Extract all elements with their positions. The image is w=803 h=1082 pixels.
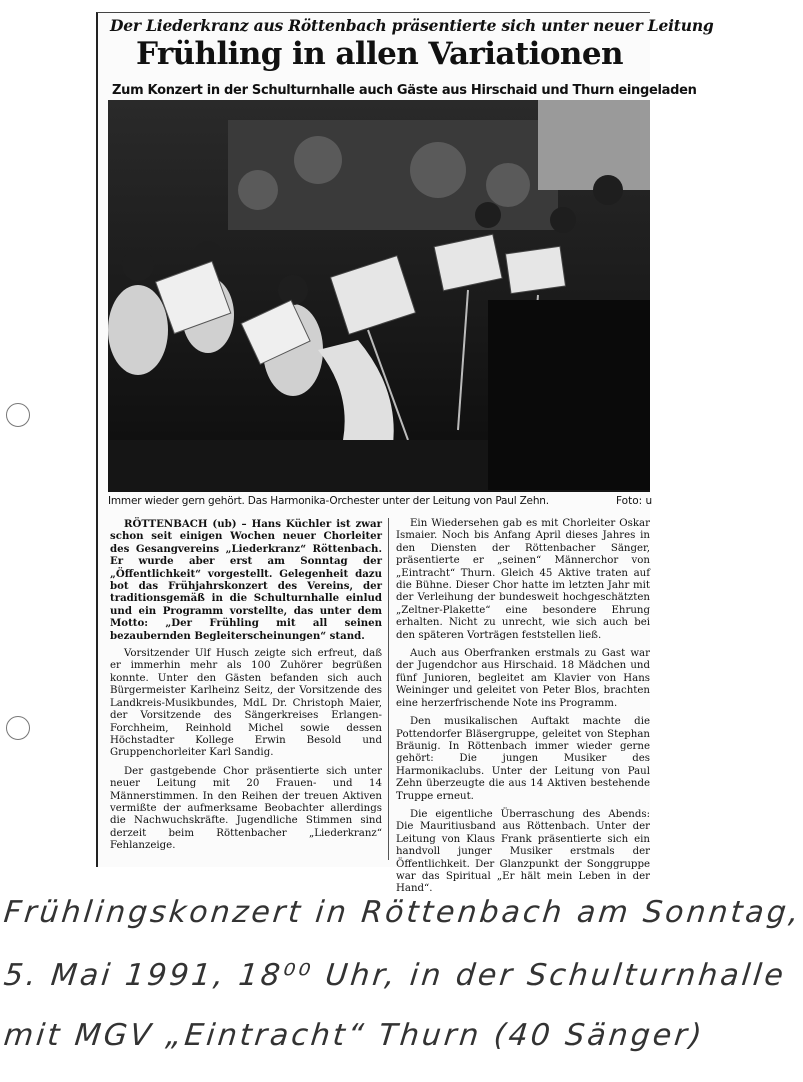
handwritten-note-line: Frühlingskonzert in Röttenbach am Sonntag, bbox=[2, 895, 803, 930]
dateline: RÖTTENBACH (ub) – bbox=[124, 518, 247, 530]
binder-hole-top bbox=[6, 403, 30, 427]
article-headline: Frühling in allen Variationen bbox=[136, 36, 623, 72]
photo-caption: Immer wieder gern gehört. Das Harmonika-Orchester unter der Leitung von Paul Zehn. bbox=[108, 495, 549, 507]
column-divider bbox=[388, 518, 389, 860]
handwritten-note-line: mit MGV „Eintracht“ Thurn (40 Sänger) bbox=[2, 1018, 707, 1053]
article-paragraph: RÖTTENBACH (ub) – Hans Küchler ist zwar schon seit einigen Wochen neuer Chorleiter des Gesangvereins „Liederkranz“ Röttenbach. Er wurde aber erst am Sonntag der „Öffentlichkeit“ vorgestellt. Gelegenheit dazu bot das Frühjahrskonzert des Vereins, der traditionsgemäß in die Schulturnhalle einlud und ein Programm vorstellte, das unter dem Motto: „Der Frühling mit all seinen bezaubernden Begleiterscheinungen“ stand. bbox=[110, 518, 382, 642]
article-column-2 bbox=[396, 518, 650, 902]
article-paragraph: Der gastgebende Chor präsentierte sich unter neuer Leitung mit 20 Frauen- und 14 Männerstimmen. In den Reihen der treuen Aktiven vermißte der aufmerksame Beobachter allerdings die Nachwuchskräfte. Jugendliche Stimmen sind derzeit beim Röttenbacher „Liederkranz“ Fehlanzeige. bbox=[110, 765, 382, 852]
handwritten-note-line: 5. Mai 1991, 18⁰⁰ Uhr, in der Schulturnhalle bbox=[2, 958, 788, 993]
article-column-1 bbox=[110, 518, 382, 859]
concert-photo bbox=[108, 100, 650, 492]
article-subheadline: Zum Konzert in der Schulturnhalle auch Gäste aus Hirschaid und Thurn eingeladen bbox=[112, 83, 697, 98]
binder-hole-bottom bbox=[6, 716, 30, 740]
article-paragraph: Auch aus Oberfranken erstmals zu Gast war der Jugendchor aus Hirschaid. 18 Mädchen und fünf Junioren, begleitet am Klavier von Hans Weininger und geleitet von Peter Blos, brachten eine herzerfrischende Note ins Programm. bbox=[396, 648, 650, 709]
article-paragraph: Die eigentliche Überraschung des Abends: Die Mauritiusband aus Röttenbach. Unter der Leitung von Klaus Frank präsentierte sich ein handvoll junger Musiker erstmals der Öffentlichkeit. Der Glanzpunkt der Songgruppe war das Spiritual „Er hält mein Leben in der Hand“. bbox=[396, 808, 650, 895]
photo-credit: Foto: u bbox=[616, 495, 653, 507]
article-paragraph: Ein Wiedersehen gab es mit Chorleiter Oskar Ismaier. Noch bis Anfang April dieses Jahres in den Diensten der Röttenbacher Sänger, präsentierte er „seinen“ Männerchor von „Eintracht“ Thurn. Gleich 45 Aktive traten auf die Bühne. Dieser Chor hatte im letzten Jahr mit der Verleihung der bundesweit hochgeschätzten „Zeltner-Plakette“ eine besondere Ehrung erhalten. Nicht zu unrecht, wie sich auch bei den späteren Vorträgen feststellen ließ. bbox=[396, 518, 650, 641]
article-paragraph: Den musikalischen Auftakt machte die Pottendorfer Bläsergruppe, geleitet von Stephan Bräunig. In Röttenbach immer wieder gerne gehört: Die jungen Musiker des Harmonikaclubs. Unter der Leitung von Paul Zehn überzeugte die aus 14 Aktiven bestehende Truppe erneut. bbox=[396, 716, 650, 802]
article-kicker: Der Liederkranz aus Röttenbach präsentierte sich unter neuer Leitung bbox=[110, 16, 714, 35]
newspaper-clipping bbox=[96, 12, 714, 895]
article-paragraph: Vorsitzender Ulf Husch zeigte sich erfreut, daß er immerhin mehr als 100 Zuhörer begrüßen konnte. Unter den Gästen befanden sich auch Bürgermeister Karlheinz Seitz, der Vorsitzende des Landkreis-Musikbundes, MdL Dr. Christoph Maier, der Vorsitzende des Sängerkreises Erlangen-Forchheim, Reinhold Michel sowie dessen Höchstadter Kollege Erwin Besold und Gruppenchorleiter Karl Sandig. bbox=[110, 648, 382, 759]
